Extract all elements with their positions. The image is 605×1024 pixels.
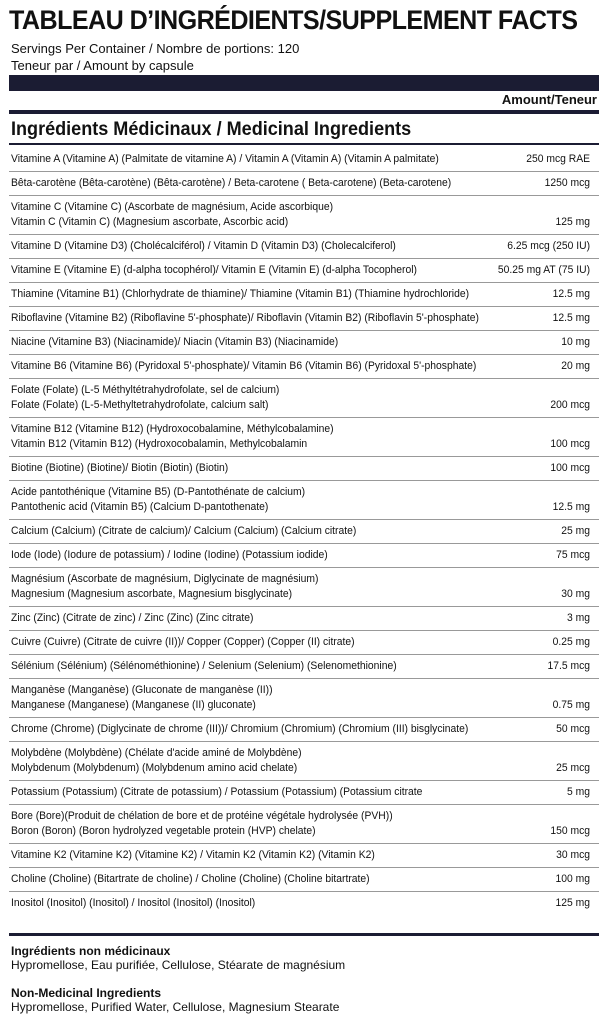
ingredient-name: Magnesium (Magnesium ascorbate, Magnesium bisglycinate): [11, 588, 293, 600]
row-separator: [9, 306, 599, 307]
ingredient-row: [11, 872, 591, 887]
page-title: TABLEAU D’INGRÉDIENTS/SUPPLEMENT FACTS: [9, 5, 578, 35]
ingredient-amount: 12.5 mg: [552, 312, 591, 324]
ingredient-name: Vitamine D (Vitamine D3) (Cholécalciférol) / Vitamin D (Vitamin D3) (Cholecalciferol): [11, 240, 396, 252]
row-separator: [9, 606, 599, 607]
row-separator: [9, 456, 599, 457]
ingredient-amount: 12.5 mg: [552, 288, 591, 300]
ingredient-name: Vitamine B6 (Vitamine B6) (Pyridoxal 5'-phosphate)/ Vitamin B6 (Vitamin B6) (Pyridoxal 5'-phosphate): [11, 360, 477, 372]
ingredient-name: Magnésium (Ascorbate de magnésium, Diglycinate de magnésium): [11, 573, 319, 585]
ingredient-row: [11, 176, 591, 191]
row-separator: [9, 678, 599, 679]
ingredient-name: Vitamine K2 (Vitamine K2) (Vitamine K2) / Vitamin K2 (Vitamin K2) (Vitamin K2): [11, 849, 375, 861]
ingredient-amount: 3 mg: [567, 612, 591, 624]
ingredient-row: [11, 548, 591, 563]
ingredient-row: [11, 848, 591, 863]
row-separator: [9, 867, 599, 868]
ingredient-row: [11, 659, 591, 674]
ingredient-row: [11, 152, 591, 167]
ingredient-name: Thiamine (Vitamine B1) (Chlorhydrate de thiamine)/ Thiamine (Vitamin B1) (Thiamine hydrochloride): [11, 288, 470, 300]
ingredient-row: [11, 635, 591, 650]
ingredient-name: Sélénium (Sélénium) (Sélénométhionine) / Selenium (Selenium) (Selenomethionine): [11, 660, 397, 672]
ingredient-name: Pantothenic acid (Vitamin B5) (Calcium D-pantothenate): [11, 501, 269, 513]
ingredient-amount: 12.5 mg: [552, 501, 591, 513]
ingredient-name: Vitamine C (Vitamine C) (Ascorbate de magnésium, Acide ascorbique): [11, 201, 334, 213]
ingredient-amount: 100 mg: [555, 873, 591, 885]
ingredient-amount: 1250 mcg: [544, 177, 591, 189]
ingredient-name: Vitamine E (Vitamine E) (d-alpha tocophérol)/ Vitamin E (Vitamin E) (d-alpha Tocopherol): [11, 264, 417, 276]
row-separator: [9, 741, 599, 742]
ingredient-name: Molybdenum (Molybdenum) (Molybdenum amino acid chelate): [11, 762, 298, 774]
section-divider: [9, 143, 599, 145]
ingredient-row: [11, 524, 591, 539]
non-medicinal-en-text: Hypromellose, Purified Water, Cellulose, Magnesium Stearate: [11, 1000, 340, 1014]
ingredient-name: Inositol (Inositol) (Inositol) / Inositol (Inositol) (Inositol): [11, 897, 256, 909]
ingredient-amount: 30 mcg: [556, 849, 591, 861]
ingredient-name: Calcium (Calcium) (Citrate de calcium)/ Calcium (Calcium) (Calcium citrate): [11, 525, 357, 537]
amount-column-header: Amount/Teneur: [501, 92, 597, 107]
ingredient-amount: 25 mcg: [556, 762, 591, 774]
ingredient-row: [11, 461, 591, 476]
ingredient-name: Vitamine A (Vitamine A) (Palmitate de vitamine A) / Vitamin A (Vitamin A) (Vitamin A palmitate): [11, 153, 439, 165]
ingredient-name: Manganese (Manganese) (Manganese (II) gluconate): [11, 699, 256, 711]
row-separator: [9, 417, 599, 418]
thick-divider: [9, 75, 599, 91]
header-divider: [9, 110, 599, 114]
ingredient-amount: 250 mcg RAE: [526, 153, 591, 165]
row-separator: [9, 630, 599, 631]
servings-per-container: Servings Per Container / Nombre de portions: 120: [11, 41, 300, 56]
ingredient-name: Cuivre (Cuivre) (Citrate de cuivre (II))/ Copper (Copper) (Copper (II) citrate): [11, 636, 355, 648]
ingredient-row: [11, 485, 591, 515]
row-separator: [9, 171, 599, 172]
ingredient-amount: 10 mg: [561, 336, 591, 348]
ingredient-name: Manganèse (Manganèse) (Gluconate de manganèse (II)): [11, 684, 273, 696]
ingredient-amount: 200 mcg: [550, 399, 591, 411]
row-separator: [9, 480, 599, 481]
ingredient-row: [11, 785, 591, 800]
ingredient-name: Iode (Iode) (Iodure de potassium) / Iodine (Iodine) (Potassium iodide): [11, 549, 328, 561]
ingredient-name: Bêta-carotène (Bêta-carotène) (Bêta-carotène) / Beta-carotene ( Beta-carotene) (Beta-carotene): [11, 177, 452, 189]
ingredient-row: [11, 263, 591, 278]
ingredient-amount: 75 mcg: [556, 549, 591, 561]
row-separator: [9, 378, 599, 379]
ingredient-row: [11, 422, 591, 452]
ingredient-amount: 25 mg: [561, 525, 591, 537]
non-medicinal-fr-title: Ingrédients non médicinaux: [11, 944, 171, 958]
ingredient-name: Vitamin B12 (Vitamin B12) (Hydroxocobalamin, Methylcobalamin: [11, 438, 308, 450]
row-separator: [9, 654, 599, 655]
row-separator: [9, 282, 599, 283]
non-medicinal-en-title: Non-Medicinal Ingredients: [11, 986, 162, 1000]
ingredient-name: Folate (Folate) (L-5 Méthyltétrahydrofolate, sel de calcium): [11, 384, 280, 396]
ingredient-amount: 20 mg: [561, 360, 591, 372]
ingredient-name: Choline (Choline) (Bitartrate de choline) / Choline (Choline) (Choline bitartrate): [11, 873, 370, 885]
ingredient-name: Potassium (Potassium) (Citrate de potassium) / Potassium (Potassium) (Potassium citrate: [11, 786, 423, 798]
ingredient-row: [11, 200, 591, 230]
ingredient-row: [11, 683, 591, 713]
medicinal-ingredients-title: Ingrédients Médicinaux / Medicinal Ingredients: [11, 119, 412, 140]
ingredient-row: [11, 335, 591, 350]
row-separator: [9, 195, 599, 196]
row-separator: [9, 843, 599, 844]
ingredient-name: Zinc (Zinc) (Citrate de zinc) / Zinc (Zinc) (Zinc citrate): [11, 612, 254, 624]
row-separator: [9, 891, 599, 892]
ingredient-name: Vitamine B12 (Vitamine B12) (Hydroxocobalamine, Méthylcobalamine): [11, 423, 334, 435]
ingredient-name: Vitamin C (Vitamin C) (Magnesium ascorbate, Ascorbic acid): [11, 216, 289, 228]
row-separator: [9, 567, 599, 568]
row-separator: [9, 234, 599, 235]
ingredient-row: [11, 239, 591, 254]
ingredient-amount: 0.25 mg: [552, 636, 591, 648]
ingredient-name: Chrome (Chrome) (Diglycinate de chrome (III))/ Chromium (Chromium) (Chromium (III) bisglycinate): [11, 723, 469, 735]
ingredient-amount: 17.5 mcg: [547, 660, 591, 672]
ingredient-row: [11, 896, 591, 911]
ingredient-amount: 125 mg: [555, 897, 591, 909]
row-separator: [9, 717, 599, 718]
ingredient-amount: 5 mg: [567, 786, 591, 798]
ingredient-name: Folate (Folate) (L-5-Methyltetrahydrofolate, calcium salt): [11, 399, 269, 411]
ingredient-name: Niacine (Vitamine B3) (Niacinamide)/ Niacin (Vitamin B3) (Niacinamide): [11, 336, 339, 348]
row-separator: [9, 330, 599, 331]
ingredient-row: [11, 287, 591, 302]
ingredient-amount: 150 mcg: [550, 825, 591, 837]
ingredient-amount: 50.25 mg AT (75 IU): [497, 264, 591, 276]
ingredient-row: [11, 722, 591, 737]
ingredient-amount: 50 mcg: [556, 723, 591, 735]
non-medicinal-fr-text: Hypromellose, Eau purifiée, Cellulose, Stéarate de magnésium: [11, 958, 346, 972]
ingredient-name: Boron (Boron) (Boron hydrolyzed vegetable protein (HVP) chelate): [11, 825, 316, 837]
row-separator: [9, 519, 599, 520]
ingredient-name: Riboflavine (Vitamine B2) (Riboflavine 5'-phosphate)/ Riboflavin (Vitamin B2) (Riboflavin 5'-phosphate): [11, 312, 479, 324]
ingredient-row: [11, 809, 591, 839]
ingredient-name: Acide pantothénique (Vitamine B5) (D-Pantothénate de calcium): [11, 486, 306, 498]
ingredient-amount: 30 mg: [561, 588, 591, 600]
row-separator: [9, 804, 599, 805]
ingredient-row: [11, 359, 591, 374]
ingredient-amount: 125 mg: [555, 216, 591, 228]
ingredient-row: [11, 611, 591, 626]
amount-per-serving: Teneur par / Amount by capsule: [11, 58, 194, 73]
ingredient-name: Biotine (Biotine) (Biotine)/ Biotin (Biotin) (Biotin): [11, 462, 229, 474]
ingredient-amount: 0.75 mg: [552, 699, 591, 711]
ingredient-amount: 100 mcg: [550, 462, 591, 474]
ingredient-amount: 100 mcg: [550, 438, 591, 450]
ingredient-name: Bore (Bore)(Produit de chélation de bore et de protéine végétale hydrolysée (PVH)): [11, 810, 393, 822]
ingredient-row: [11, 746, 591, 776]
footer-divider: [9, 933, 599, 936]
ingredient-row: [11, 311, 591, 326]
row-separator: [9, 543, 599, 544]
ingredient-name: Molybdène (Molybdène) (Chélate d'acide aminé de Molybdène): [11, 747, 302, 759]
ingredient-amount: 6.25 mcg (250 IU): [507, 240, 591, 252]
row-separator: [9, 780, 599, 781]
ingredient-row: [11, 383, 591, 413]
ingredient-row: [11, 572, 591, 602]
row-separator: [9, 258, 599, 259]
row-separator: [9, 354, 599, 355]
